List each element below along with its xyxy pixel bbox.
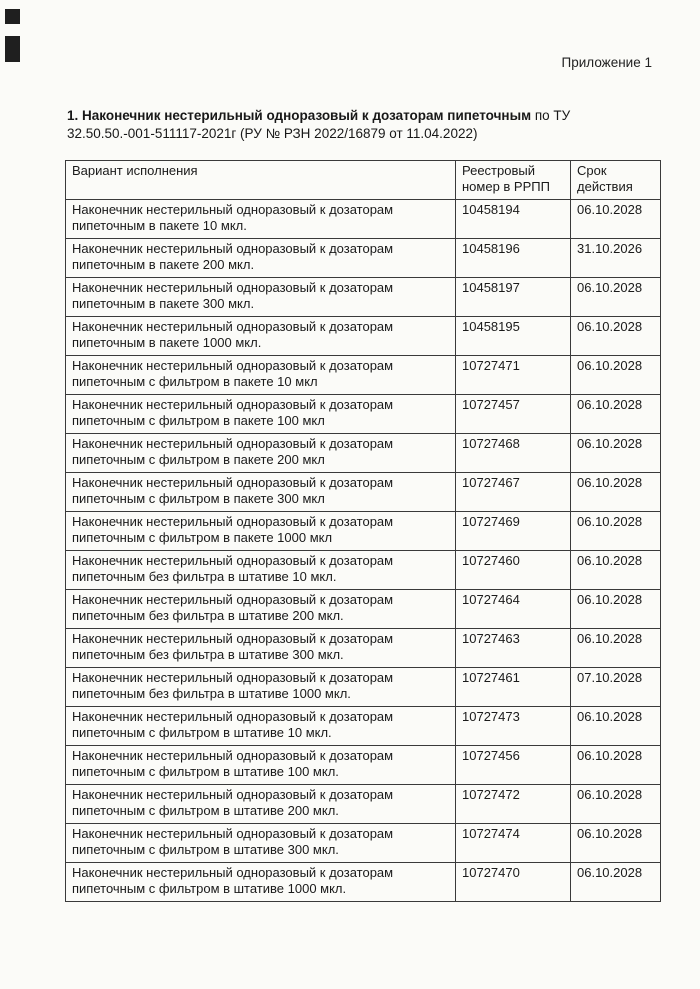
table-row xyxy=(66,239,661,278)
registry-number-cell: 10727469 xyxy=(456,512,571,551)
table-row xyxy=(66,200,661,239)
expiry-cell: 06.10.2028 xyxy=(571,863,661,902)
variant-cell: Наконечник нестерильный одноразовый к дозаторам пипеточным в пакете 200 мкл. xyxy=(66,239,456,278)
expiry-cell: 06.10.2028 xyxy=(571,746,661,785)
registry-number-cell: 10458196 xyxy=(456,239,571,278)
registry-number-cell: 10458194 xyxy=(456,200,571,239)
registry-number-cell: 10727464 xyxy=(456,590,571,629)
table-row xyxy=(66,473,661,512)
variant-cell: Наконечник нестерильный одноразовый к дозаторам пипеточным без фильтра в штативе 200 мкл. xyxy=(66,590,456,629)
variant-cell: Наконечник нестерильный одноразовый к дозаторам пипеточным с фильтром в штативе 100 мкл. xyxy=(66,746,456,785)
registry-number-cell: 10727460 xyxy=(456,551,571,590)
col-header-registry-number: Реестровый номер в РРПП xyxy=(456,161,571,200)
variant-cell: Наконечник нестерильный одноразовый к дозаторам пипеточным в пакете 1000 мкл. xyxy=(66,317,456,356)
variant-cell: Наконечник нестерильный одноразовый к дозаторам пипеточным без фильтра в штативе 10 мкл. xyxy=(66,551,456,590)
expiry-cell: 06.10.2028 xyxy=(571,824,661,863)
variant-cell: Наконечник нестерильный одноразовый к дозаторам пипеточным с фильтром в штативе 200 мкл. xyxy=(66,785,456,824)
expiry-cell: 06.10.2028 xyxy=(571,785,661,824)
variant-cell: Наконечник нестерильный одноразовый к дозаторам пипеточным без фильтра в штативе 300 мкл. xyxy=(66,629,456,668)
expiry-cell: 06.10.2028 xyxy=(571,278,661,317)
table-row xyxy=(66,356,661,395)
expiry-cell: 06.10.2028 xyxy=(571,356,661,395)
registry-number-cell: 10727456 xyxy=(456,746,571,785)
variant-cell: Наконечник нестерильный одноразовый к дозаторам пипеточным с фильтром в пакете 10 мкл xyxy=(66,356,456,395)
table-row xyxy=(66,629,661,668)
table-row xyxy=(66,590,661,629)
variant-cell: Наконечник нестерильный одноразовый к дозаторам пипеточным с фильтром в пакете 1000 мкл xyxy=(66,512,456,551)
expiry-cell: 06.10.2028 xyxy=(571,512,661,551)
variant-cell: Наконечник нестерильный одноразовый к дозаторам пипеточным с фильтром в пакете 300 мкл xyxy=(66,473,456,512)
expiry-cell: 06.10.2028 xyxy=(571,434,661,473)
registry-number-cell: 10727461 xyxy=(456,668,571,707)
table-row xyxy=(66,863,661,902)
expiry-cell: 06.10.2028 xyxy=(571,317,661,356)
registry-number-cell: 10727471 xyxy=(456,356,571,395)
table-row xyxy=(66,785,661,824)
variant-cell: Наконечник нестерильный одноразовый к дозаторам пипеточным без фильтра в штативе 1000 мкл. xyxy=(66,668,456,707)
variant-cell: Наконечник нестерильный одноразовый к дозаторам пипеточным с фильтром в пакете 100 мкл xyxy=(66,395,456,434)
registry-number-cell: 10727463 xyxy=(456,629,571,668)
table-row xyxy=(66,278,661,317)
table-row xyxy=(66,395,661,434)
registry-number-cell: 10727473 xyxy=(456,707,571,746)
table-header-row xyxy=(66,161,661,200)
col-header-expiry: Срок действия xyxy=(571,161,661,200)
table-row xyxy=(66,317,661,356)
expiry-cell: 06.10.2028 xyxy=(571,707,661,746)
table-row xyxy=(66,668,661,707)
scan-artifact xyxy=(5,9,20,24)
expiry-cell: 06.10.2028 xyxy=(571,590,661,629)
registry-number-cell: 10727474 xyxy=(456,824,571,863)
expiry-cell: 31.10.2026 xyxy=(571,239,661,278)
expiry-cell: 07.10.2028 xyxy=(571,668,661,707)
document-title xyxy=(67,107,633,143)
table-row xyxy=(66,707,661,746)
expiry-cell: 06.10.2028 xyxy=(571,551,661,590)
variant-cell: Наконечник нестерильный одноразовый к дозаторам пипеточным в пакете 10 мкл. xyxy=(66,200,456,239)
document-title-bold: 1. Наконечник нестерильный одноразовый к дозаторам пипеточным xyxy=(67,108,532,123)
variant-cell: Наконечник нестерильный одноразовый к дозаторам пипеточным в пакете 300 мкл. xyxy=(66,278,456,317)
registry-number-cell: 10727468 xyxy=(456,434,571,473)
table-row xyxy=(66,824,661,863)
variant-cell: Наконечник нестерильный одноразовый к дозаторам пипеточным с фильтром в пакете 200 мкл xyxy=(66,434,456,473)
variant-cell: Наконечник нестерильный одноразовый к дозаторам пипеточным с фильтром в штативе 300 мкл. xyxy=(66,824,456,863)
expiry-cell: 06.10.2028 xyxy=(571,200,661,239)
registry-number-cell: 10458195 xyxy=(456,317,571,356)
document-title-rest: по ТУ 32.50.50.-001-511117-2021г (РУ № РЗН 2022/16879 от 11.04.2022) xyxy=(67,108,571,141)
variant-cell: Наконечник нестерильный одноразовый к дозаторам пипеточным с фильтром в штативе 10 мкл. xyxy=(66,707,456,746)
appendix-label: Приложение 1 xyxy=(561,55,652,70)
expiry-cell: 06.10.2028 xyxy=(571,629,661,668)
registry-number-cell: 10727472 xyxy=(456,785,571,824)
variant-cell: Наконечник нестерильный одноразовый к дозаторам пипеточным с фильтром в штативе 1000 мкл. xyxy=(66,863,456,902)
registry-table xyxy=(65,160,661,902)
registry-number-cell: 10727457 xyxy=(456,395,571,434)
expiry-cell: 06.10.2028 xyxy=(571,473,661,512)
table-row xyxy=(66,434,661,473)
scan-artifact xyxy=(5,36,20,62)
registry-number-cell: 10727470 xyxy=(456,863,571,902)
registry-number-cell: 10458197 xyxy=(456,278,571,317)
table-row xyxy=(66,512,661,551)
table-row xyxy=(66,746,661,785)
expiry-cell: 06.10.2028 xyxy=(571,395,661,434)
registry-number-cell: 10727467 xyxy=(456,473,571,512)
table-row xyxy=(66,551,661,590)
col-header-variant: Вариант исполнения xyxy=(66,161,456,200)
